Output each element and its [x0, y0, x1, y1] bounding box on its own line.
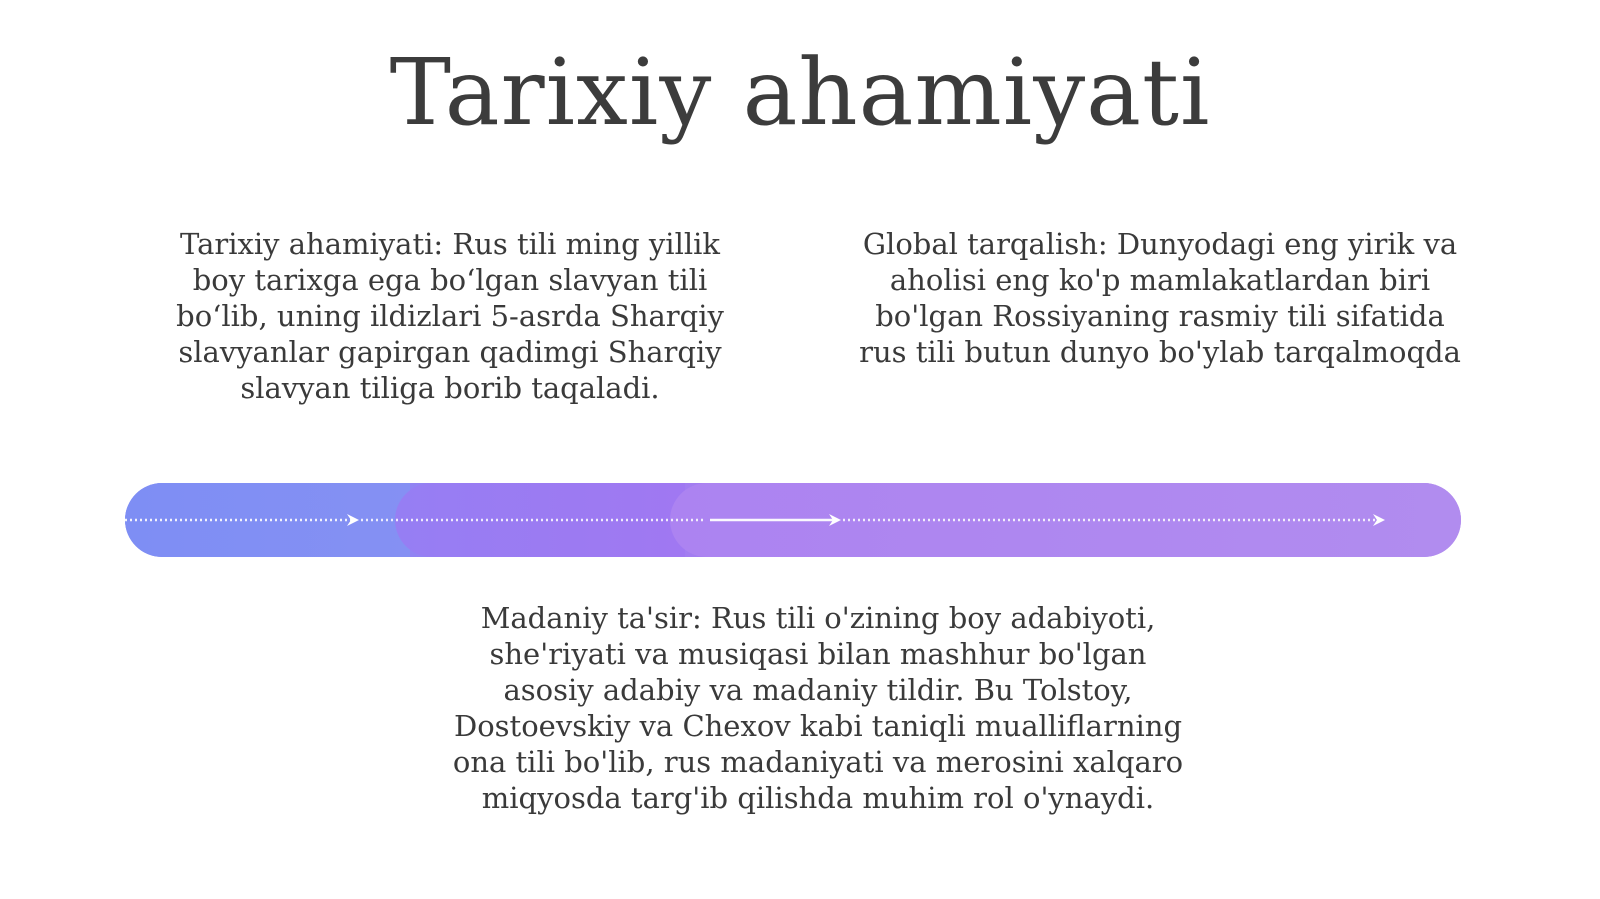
slide-title: Tarixiy ahamiyati — [389, 39, 1211, 146]
timeline-bar — [125, 483, 1461, 557]
timeline-arrows — [125, 483, 1461, 557]
text-block-historical: Tarixiy ahamiyati: Rus tili ming yillik boy tarixga ega bo‘lgan slavyan tili bo‘lib, uning ildizlari 5-asrda Sharqiy slavyanlar gapirgan qadimgi Sharqiy slavyan tiliga borib taqaladi. — [176, 227, 724, 405]
arrow-right-icon — [347, 514, 359, 526]
text-block-global: Global tarqalish: Dunyodagi eng yirik va aholisi eng ko'p mamlakatlardan biri bo'lgan Rossiyaning rasmiy tili sifatida rus tili butun dunyo bo'ylab tarqalmoqda — [859, 227, 1461, 369]
text-block-cultural: Madaniy ta'sir: Rus tili o'zining boy adabiyoti, she'riyati va musiqasi bilan mashhur bo'lgan asosiy adabiy va madaniy tildir. Bu Tolstoy, Dostoevskiy va Chexov kabi taniqli mualliflarning ona tili bo'lib, rus madaniyati va merosini xalqaro miqyosda targ'ib qilishda muhim rol o'ynaydi. — [452, 601, 1184, 815]
